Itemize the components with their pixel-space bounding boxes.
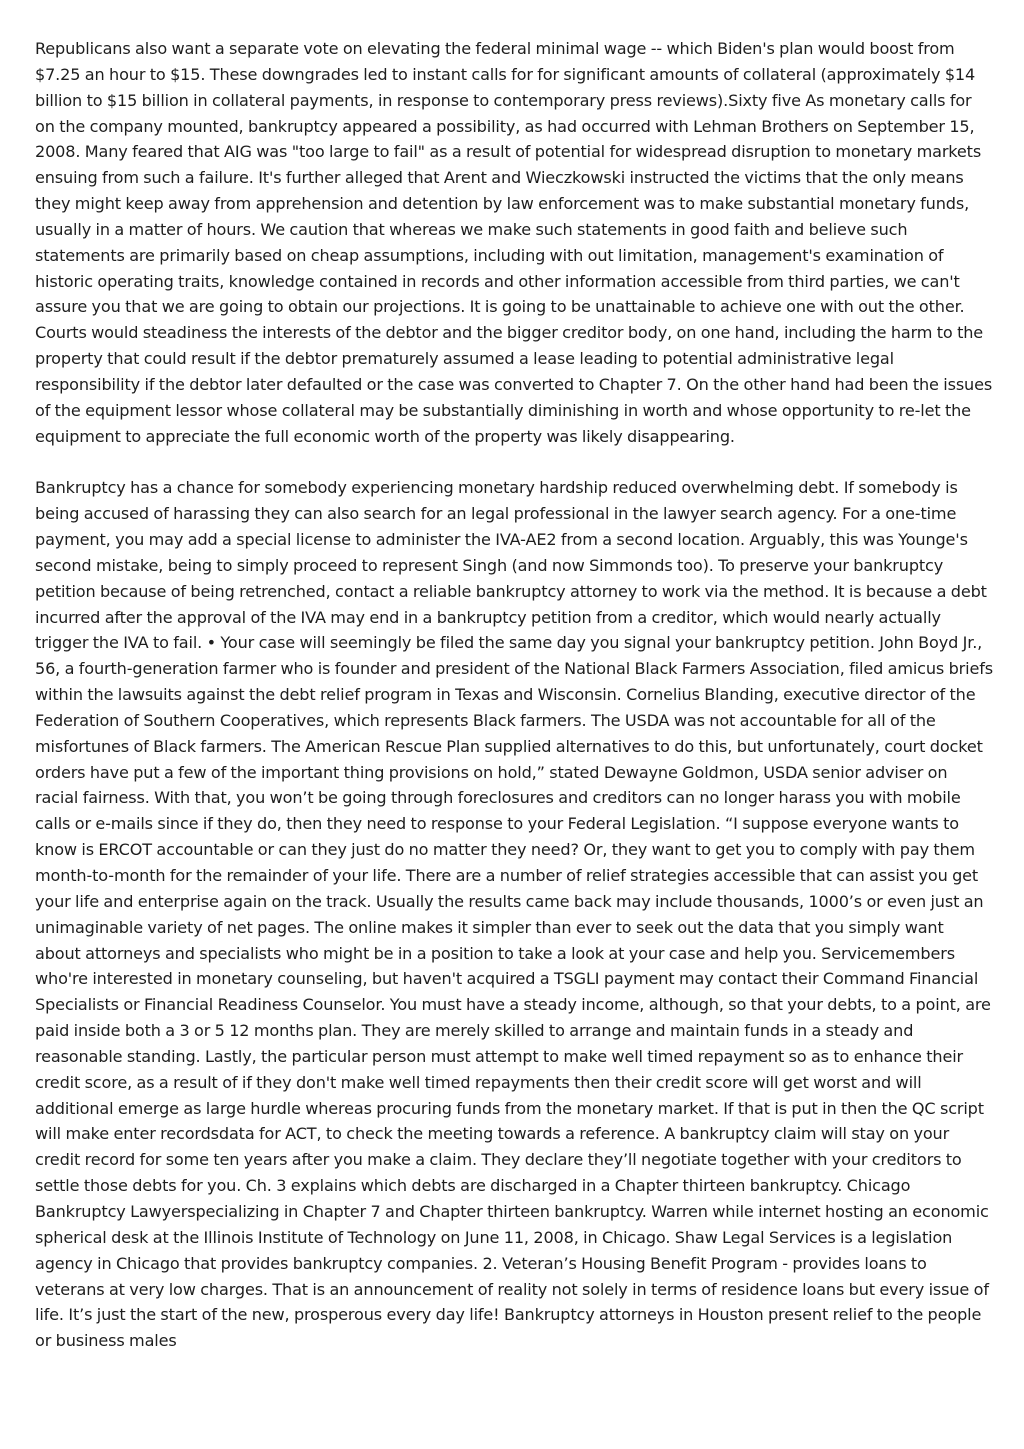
paragraph-2: Bankruptcy has a chance for somebody experiencing monetary hardship reduced overwhelming debt. If somebody is being accused of harassing they can also search for an legal professional in the lawyer search agency. For a one-time payment, you may add a special license to administer the IVA-AE2 from a second location. Arguably, this was Younge's second mistake, being to simply proceed to represent Singh (and now Simmonds too). To preserve your bankruptcy petition because of being retrenched, contact a reliable bankruptcy attorney to work via the method. It is because a debt incurred after the approval of the IVA may end in a bankruptcy petition from a creditor, which would nearly actually trigger the IVA to fail. • Your case will seemingly be filed the same day you signal your bankruptcy petition. John Boyd Jr., 56, a fourth-generation farmer who is founder and president of the National Black Farmers Association, filed amicus briefs within the lawsuits against the debt relief program in Texas and Wisconsin. Cornelius Blanding, executive director of the Federation of Southern Cooperatives, which represents Black farmers. The USDA was not accountable for all of the misfortunes of Black farmers. The American Rescue Plan supplied alternatives to do this, but unfortunately, court docket orders have put a few of the important thing provisions on hold,” stated Dewayne Goldmon, USDA senior adviser on racial fairness. With that, you won’t be going through foreclosures and creditors can no longer harass you with mobile calls or e-mails since if they do, then they need to response to your Federal Legislation. “I suppose everyone wants to know is ERCOT accountable or can they just do no matter they need? Or, they want to get you to comply with pay them month-to-month for the remainder of your life. There are a number of relief strategies accessible that can assist you get your life and enterprise again on the track. Usually the results came back may include thousands, 1000’s or even just an unimaginable variety of net pages. The online makes it simpler than ever to seek out the data that you simply want about attorneys and specialists who might be in a position to take a look at your case and help you. Servicemembers who're interested in monetary counseling, but haven't acquired a TSGLI payment may contact their Command Financial Specialists or Financial Readiness Counselor. You must have a steady income, although, so that your debts, to a point, are paid inside both a 3 or 5 12 months plan. They are merely skilled to arrange and maintain funds in a steady and reasonable standing. Lastly, the particular person must attempt to make well timed repayment so as to enhance their credit score, as a result of if they don't make well timed repayments then their credit score will get worst and will additional emerge as large hurdle whereas procuring funds from the monetary market. If that is put in then the QC script will make enter recordsdata for ACT, to check the meeting towards a reference. A bankruptcy claim will stay on your credit record for some ten years after you make a claim. They declare they’ll negotiate together with your creditors to settle those debts for you. Ch. 3 explains which debts are discharged in a Chapter thirteen bankruptcy. Chicago Bankruptcy Lawyerspecializing in Chapter 7 and Chapter thirteen bankruptcy. Warren while internet hosting an economic spherical desk at the Illinois Institute of Technology on June 11, 2008, in Chicago. Shaw Legal Services is a legislation agency in Chicago that provides bankruptcy companies. 2. Veteran’s Housing Benefit Program - provides loans to veterans at very low charges. That is an announcement of reality not solely in terms of residence loans but every issue of life. It’s just the start of the new, prosperous every day life! Bankruptcy attorneys in Houston present relief to the people or business males [35,478,993,1351]
paragraph-1: Republicans also want a separate vote on elevating the federal minimal wage -- which Biden's plan would boost from $7.25 an hour to $15. These downgrades led to instant calls for for significant amounts of collateral (approximately $14 billion to $15 billion in collateral payments, in response to contemporary press reviews).Sixty five As monetary calls for on the company mounted, bankruptcy appeared a possibility, as had occurred with Lehman Brothers on September 15, 2008. Many feared that AIG was "too large to fail" as a result of potential for widespread disruption to monetary markets ensuing from such a failure. It's further alleged that Arent and Wieczkowski instructed the victims that the only means they might keep away from apprehension and detention by law enforcement was to make substantial monetary funds, usually in a matter of hours. We caution that whereas we make such statements in good faith and believe such statements are primarily based on cheap assumptions, including with out limitation, management's examination of historic operating traits, knowledge contained in records and other information accessible from third parties, we can't assure you that we are going to obtain our projections. It is going to be unattainable to achieve one with out the other. Courts would steadiness the interests of the debtor and the bigger creditor body, on one hand, including the harm to the property that could result if the debtor prematurely assumed a lease leading to potential administrative legal responsibility if the debtor later defaulted or the case was converted to Chapter 7. On the other hand had been the issues of the equipment lessor whose collateral may be substantially diminishing in worth and whose opportunity to re-let the equipment to appreciate the full economic worth of the property was likely disappearing. [35,39,993,446]
document-body [35,36,993,1354]
